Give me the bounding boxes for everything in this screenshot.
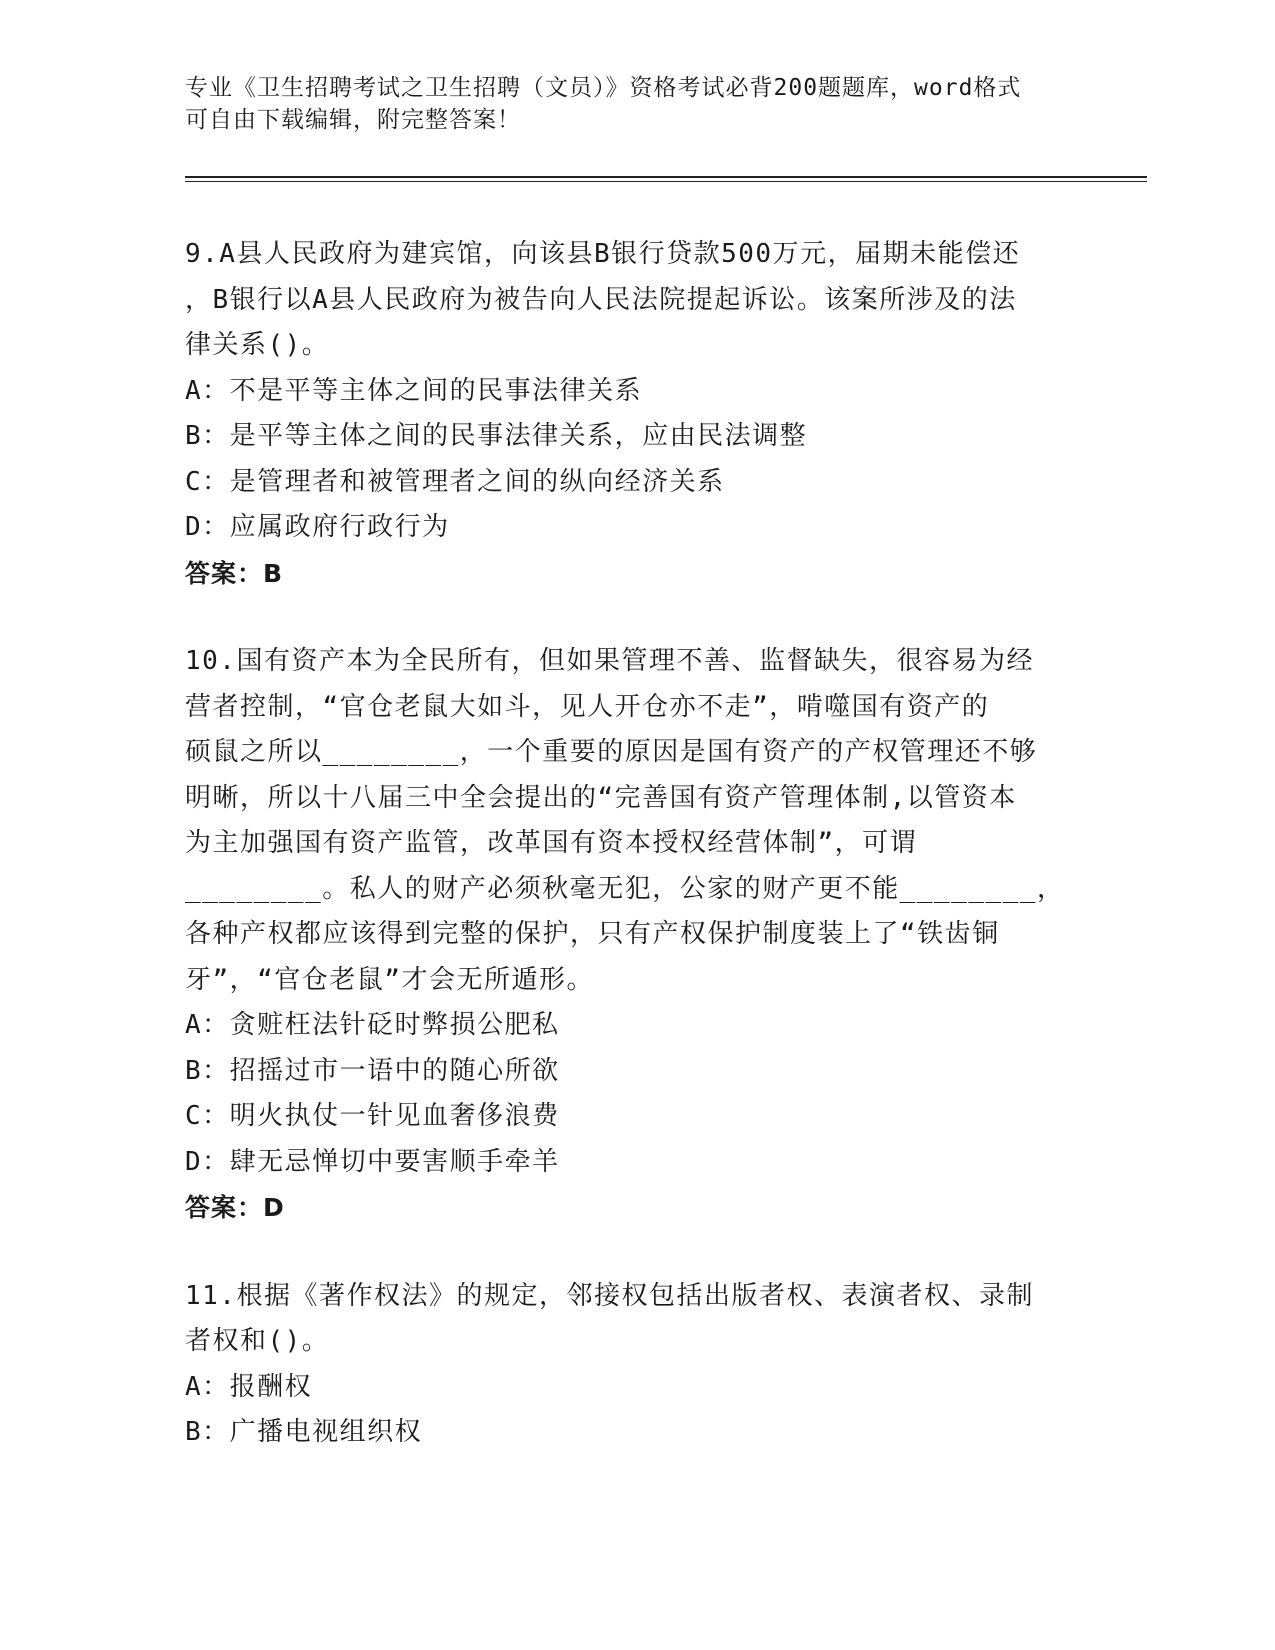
option-d: D：应属政府行政行为 (185, 512, 450, 542)
question-stem-line: 各种产权都应该得到完整的保护，只有产权保护制度装上了“铁齿铜 (185, 919, 1000, 949)
question-stem-line: 营者控制，“官仓老鼠大如斗，见人开仓亦不走”，啃噬国有资产的 (185, 691, 990, 722)
header-divider-thick (185, 176, 1147, 178)
question-stem-line: 硕鼠之所以________，一个重要的原因是国有资产的产权管理还不够 (185, 737, 1038, 767)
option-a: A：报酬权 (185, 1371, 313, 1402)
header-line-2: 可自由下载编辑，附完整答案！ (185, 107, 521, 133)
option-b: B：招摇过市一语中的随心所欲 (185, 1055, 560, 1086)
option-c: C：是管理者和被管理者之间的纵向经济关系 (185, 466, 725, 497)
question-10 (185, 639, 1085, 1231)
option-d: D：肆无忌惮切中要害顺手牵羊 (185, 1146, 560, 1177)
question-stem-line: 牙”，“官仓老鼠”才会无所遁形。 (185, 964, 594, 995)
option-b: B：广播电视组织权 (185, 1417, 423, 1447)
question-list (185, 232, 1085, 1484)
answer-label: 答案：B (185, 558, 284, 588)
question-9 (185, 232, 1085, 596)
question-11 (185, 1274, 1085, 1456)
option-b: B：是平等主体之间的民事法律关系，应由民法调整 (185, 421, 808, 451)
question-stem-line: 律关系()。 (185, 330, 330, 360)
question-stem-line: ________。私人的财产必须秋毫无犯，公家的财产更不能________， (185, 873, 1065, 904)
question-stem-line: 明晰，所以十八届三中全会提出的“完善国有资产管理体制,以管资本 (185, 782, 1017, 813)
question-stem-line: 9.A县人民政府为建宾馆，向该县B银行贷款500万元，届期未能偿还 (185, 239, 1021, 269)
option-a: A：不是平等主体之间的民事法律关系 (185, 375, 643, 406)
answer-label: 答案：D (185, 1193, 285, 1222)
question-stem-line: 为主加强国有资产监管，改革国有资本授权经营体制”，可谓 (185, 828, 918, 858)
question-stem-line: 者权和()。 (185, 1326, 330, 1356)
header-line-1: 专业《卫生招聘考试之卫生招聘（文员）》资格考试必背200题题库，word格式 (185, 75, 1022, 101)
question-stem-line: 11.根据《著作权法》的规定，邻接权包括出版者权、表演者权、录制 (185, 1280, 1034, 1311)
question-stem-line: 10.国有资产本为全民所有，但如果管理不善、监督缺失，很容易为经 (185, 646, 1034, 676)
option-c: C：明火执仗一针见血奢侈浪费 (185, 1101, 560, 1131)
question-stem-line: ，B银行以A县人民政府为被告向人民法院提起诉讼。该案所涉及的法 (185, 284, 1017, 315)
option-a: A：贪赃枉法针砭时弊损公肥私 (185, 1010, 560, 1040)
document-header (185, 72, 1085, 136)
header-divider-thin (185, 181, 1147, 182)
